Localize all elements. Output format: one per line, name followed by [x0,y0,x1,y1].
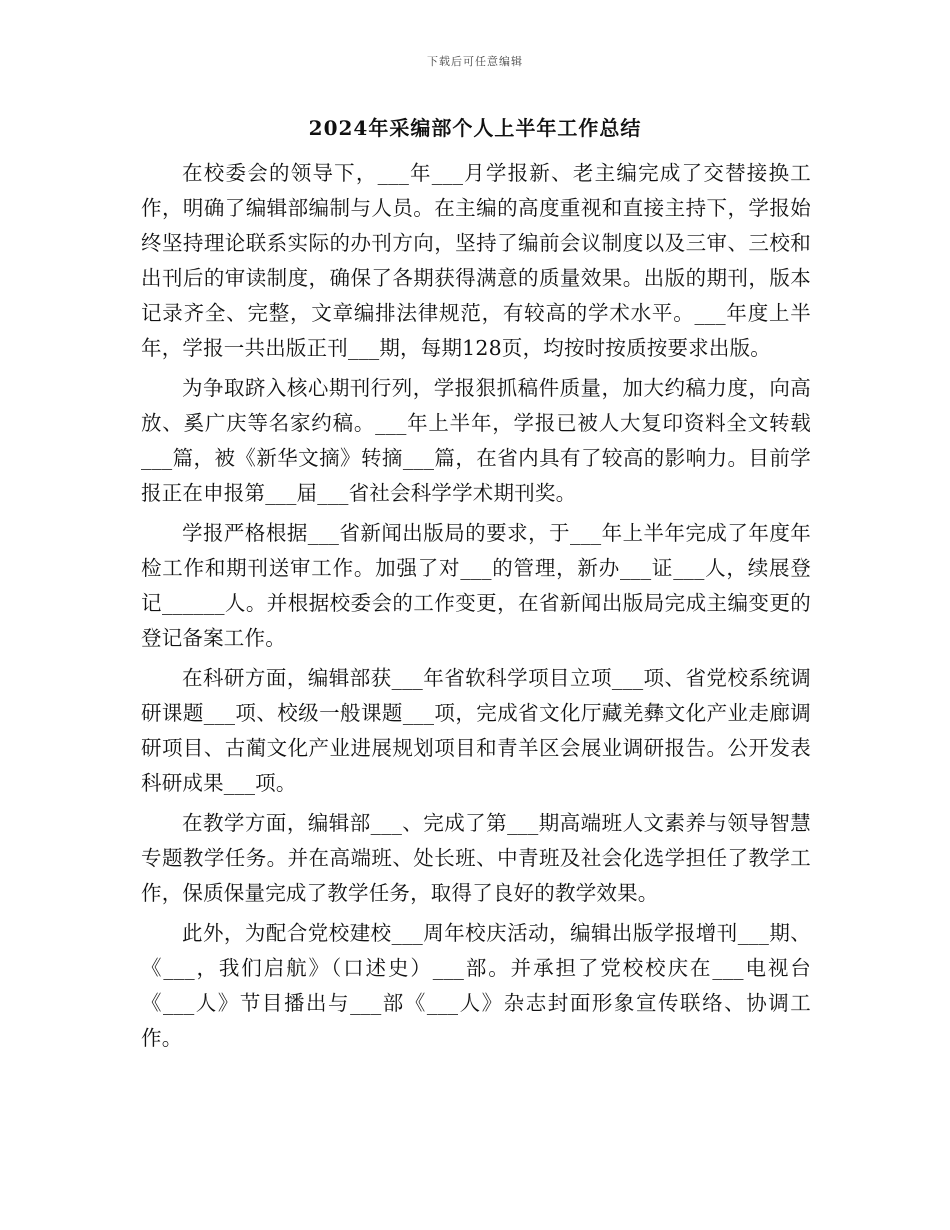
paragraph: 在校委会的领导下，___年___月学报新、老主编完成了交替接换工作，明确了编辑部编制与人员。在主编的高度重视和直接主持下，学报始终坚持理论联系实际的办刊方向，坚持了编前会议制度以及三审、三校和出刊后的审读制度，确保了各期获得满意的质量效果。出版的期刊，版本记录齐全、完整，文章编排法律规范，有较高的学术水平。___年度上半年，学报一共出版正刊___期，每期128页，均按时按质按要求出版。 [141,161,811,360]
paragraph: 在教学方面，编辑部___、完成了第___期高端班人文素养与领导智慧专题教学任务。并在高端班、处长班、中青班及社会化选学担任了教学工作，保质保量完成了教学任务，取得了良好的教学效果。 [141,811,811,905]
header-note: 下载后可任意编辑 [427,55,523,68]
paragraph: 学报严格根据___省新闻出版局的要求，于___年上半年完成了年度年检工作和期刊送审工作。加强了对___的管理，新办___证___人，续展登记______人。并根据校委会的工作变更，在省新闻出版局完成主编变更的登记备案工作。 [141,521,811,650]
document-body [141,156,811,1061]
paragraph: 为争取跻入核心期刊行列，学报狠抓稿件质量，加大约稿力度，向高放、奚广庆等名家约稿。___年上半年，学报已被人大复印资料全文转载___篇，被《新华文摘》转摘___篇，在省内具有了较高的影响力。目前学报正在申报第___届___省社会科学学术期刊奖。 [141,376,811,505]
paragraph: 此外，为配合党校建校___周年校庆活动，编辑出版学报增刊___期、《___，我们启航》（口述史）___部。并承担了党校校庆在___电视台《___人》节目播出与___部《___人》杂志封面形象宣传联络、协调工作。 [141,921,811,1050]
document-title: 2024年采编部个人上半年工作总结 [308,116,642,140]
paragraph: 在科研方面，编辑部获___年省软科学项目立项___项、省党校系统调研课题___项、校级一般课题___项，完成省文化厅藏羌彝文化产业走廊调研项目、古蔺文化产业进展规划项目和青羊区会展业调研报告。公开发表科研成果___项。 [141,666,811,795]
